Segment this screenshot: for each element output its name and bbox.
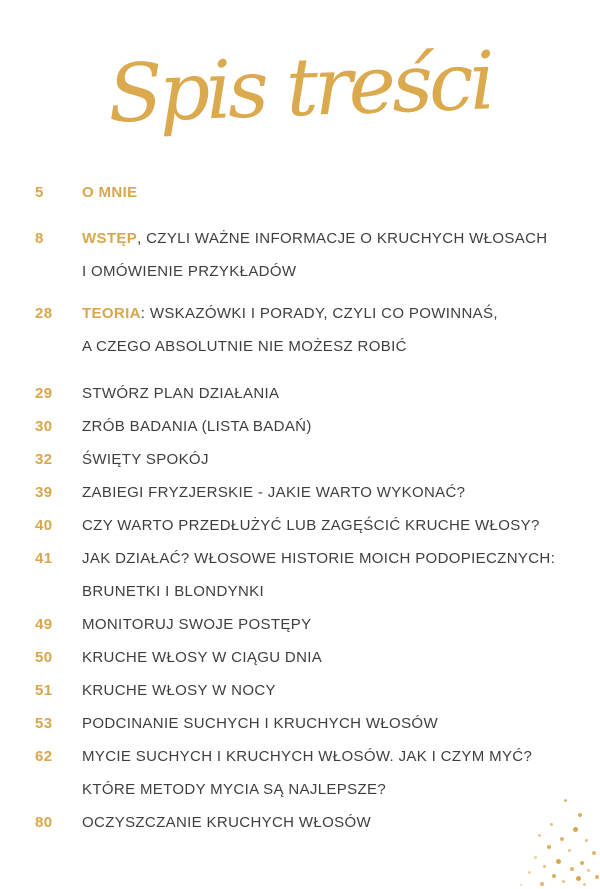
page-title: Spis treści xyxy=(106,34,494,141)
toc-entry-text: KRUCHE WŁOSY W NOCY xyxy=(82,682,276,699)
speckle-dot xyxy=(570,867,574,871)
speckle-dot xyxy=(520,884,522,886)
toc-entry xyxy=(35,476,582,509)
toc-page-number: 51 xyxy=(35,682,53,699)
toc-entry-text: STWÓRZ PLAN DZIAŁANIA xyxy=(82,385,280,402)
speckle-dot xyxy=(595,875,599,879)
speckle-dot xyxy=(528,871,531,874)
speckle-dot xyxy=(547,845,551,849)
speckle-dot xyxy=(568,849,571,852)
speckle-dot xyxy=(585,839,588,842)
toc-entry xyxy=(35,608,582,641)
toc-entry-title xyxy=(82,476,582,509)
toc-entry-title xyxy=(82,443,582,476)
toc-entry xyxy=(35,740,582,806)
toc-page-number: 28 xyxy=(35,305,53,322)
toc-entry xyxy=(35,222,582,288)
toc-entry-text: MONITORUJ SWOJE POSTĘPY xyxy=(82,616,312,633)
toc-entry xyxy=(35,806,582,839)
speckle-dot xyxy=(540,882,544,886)
toc-entry xyxy=(35,641,582,674)
toc-page-number: 8 xyxy=(35,230,44,247)
speckle-dot xyxy=(576,876,581,881)
speckle-dot xyxy=(580,861,584,865)
toc-entry-title xyxy=(82,297,582,363)
toc-entry xyxy=(35,377,582,410)
toc-entry-keyword: WSTĘP xyxy=(82,230,138,247)
toc-entry-text: KRUCHE WŁOSY W CIĄGU DNIA xyxy=(82,649,323,666)
toc-page-number: 53 xyxy=(35,715,53,732)
speckle-dot xyxy=(552,874,556,878)
speckle-dot xyxy=(562,880,565,883)
toc-entry xyxy=(35,509,582,542)
table-of-contents xyxy=(0,170,600,839)
toc-page-number: 30 xyxy=(35,418,53,435)
toc-entry-text: JAK DZIAŁAĆ? WŁOSOWE HISTORIE MOICH PODOPIECZNYCH: xyxy=(82,550,556,567)
speckle-dot xyxy=(592,851,596,855)
toc-entry-text: OCZYSZCZANIE KRUCHYCH WŁOSÓW xyxy=(82,814,371,831)
toc-entry-title xyxy=(82,410,582,443)
toc-entry-text: ŚWIĘTY SPOKÓJ xyxy=(82,451,209,468)
toc-entry xyxy=(35,707,582,740)
toc-entry-title xyxy=(82,608,582,641)
toc-page-number: 40 xyxy=(35,517,53,534)
toc-entry-text: ZABIEGI FRYZJERSKIE - JAKIE WARTO WYKONAĆ? xyxy=(82,484,466,501)
toc-entry xyxy=(35,443,582,476)
toc-entry-line2: I OMÓWIENIE PRZYKŁADÓW xyxy=(82,263,297,280)
toc-page-number: 80 xyxy=(35,814,53,831)
toc-entry-title xyxy=(82,542,582,608)
toc-entry xyxy=(35,176,582,209)
toc-entry-text: MYCIE SUCHYCH I KRUCHYCH WŁOSÓW. JAK I CZYM MYĆ? xyxy=(82,748,533,765)
toc-entry xyxy=(35,542,582,608)
toc-entry-title xyxy=(82,806,582,839)
toc-entry-title xyxy=(82,707,582,740)
toc-entry-line2: KTÓRE METODY MYCIA SĄ NAJLEPSZE? xyxy=(82,781,387,798)
toc-entry-text: : WSKAZÓWKI I PORADY, CZYLI CO POWINNAŚ, xyxy=(140,305,498,322)
toc-entry-title xyxy=(82,222,582,288)
speckle-dot xyxy=(587,869,590,872)
page-title-area xyxy=(0,0,600,170)
toc-page-number: 29 xyxy=(35,385,53,402)
toc-entry-keyword: TEORIA xyxy=(82,305,141,322)
speckle-dot xyxy=(556,859,561,864)
speckle-dot xyxy=(534,856,537,859)
toc-page-number: 49 xyxy=(35,616,53,633)
toc-entry-title xyxy=(82,509,582,542)
toc-entry xyxy=(35,410,582,443)
toc-page-number: 32 xyxy=(35,451,53,468)
speckle-dot xyxy=(583,883,586,886)
toc-entry-line2: BRUNETKI I BLONDYNKI xyxy=(82,583,265,600)
toc-page-number: 39 xyxy=(35,484,53,501)
toc-entry-keyword: O MNIE xyxy=(82,184,138,201)
toc-entry-title xyxy=(82,176,582,209)
toc-page-number: 62 xyxy=(35,748,53,765)
toc-entry-title xyxy=(82,641,582,674)
toc-page-number: 41 xyxy=(35,550,53,567)
toc-entry-text: , CZYLI WAŻNE INFORMACJE O KRUCHYCH WŁOSACH xyxy=(137,230,548,247)
toc-entry-line2: A CZEGO ABSOLUTNIE NIE MOŻESZ ROBIĆ xyxy=(82,338,407,355)
toc-entry-title xyxy=(82,377,582,410)
toc-page-number: 50 xyxy=(35,649,53,666)
toc-entry-text: PODCINANIE SUCHYCH I KRUCHYCH WŁOSÓW xyxy=(82,715,438,732)
speckle-dot xyxy=(543,865,546,868)
toc-entry-title xyxy=(82,740,582,806)
toc-entry-title xyxy=(82,674,582,707)
toc-entry xyxy=(35,674,582,707)
toc-entry xyxy=(35,297,582,363)
toc-entry-text: CZY WARTO PRZEDŁUŻYĆ LUB ZAGĘŚCIĆ KRUCHE WŁOSY? xyxy=(82,517,540,534)
toc-entry-text: ZRÓB BADANIA (LISTA BADAŃ) xyxy=(82,418,312,435)
toc-page-number: 5 xyxy=(35,184,44,201)
